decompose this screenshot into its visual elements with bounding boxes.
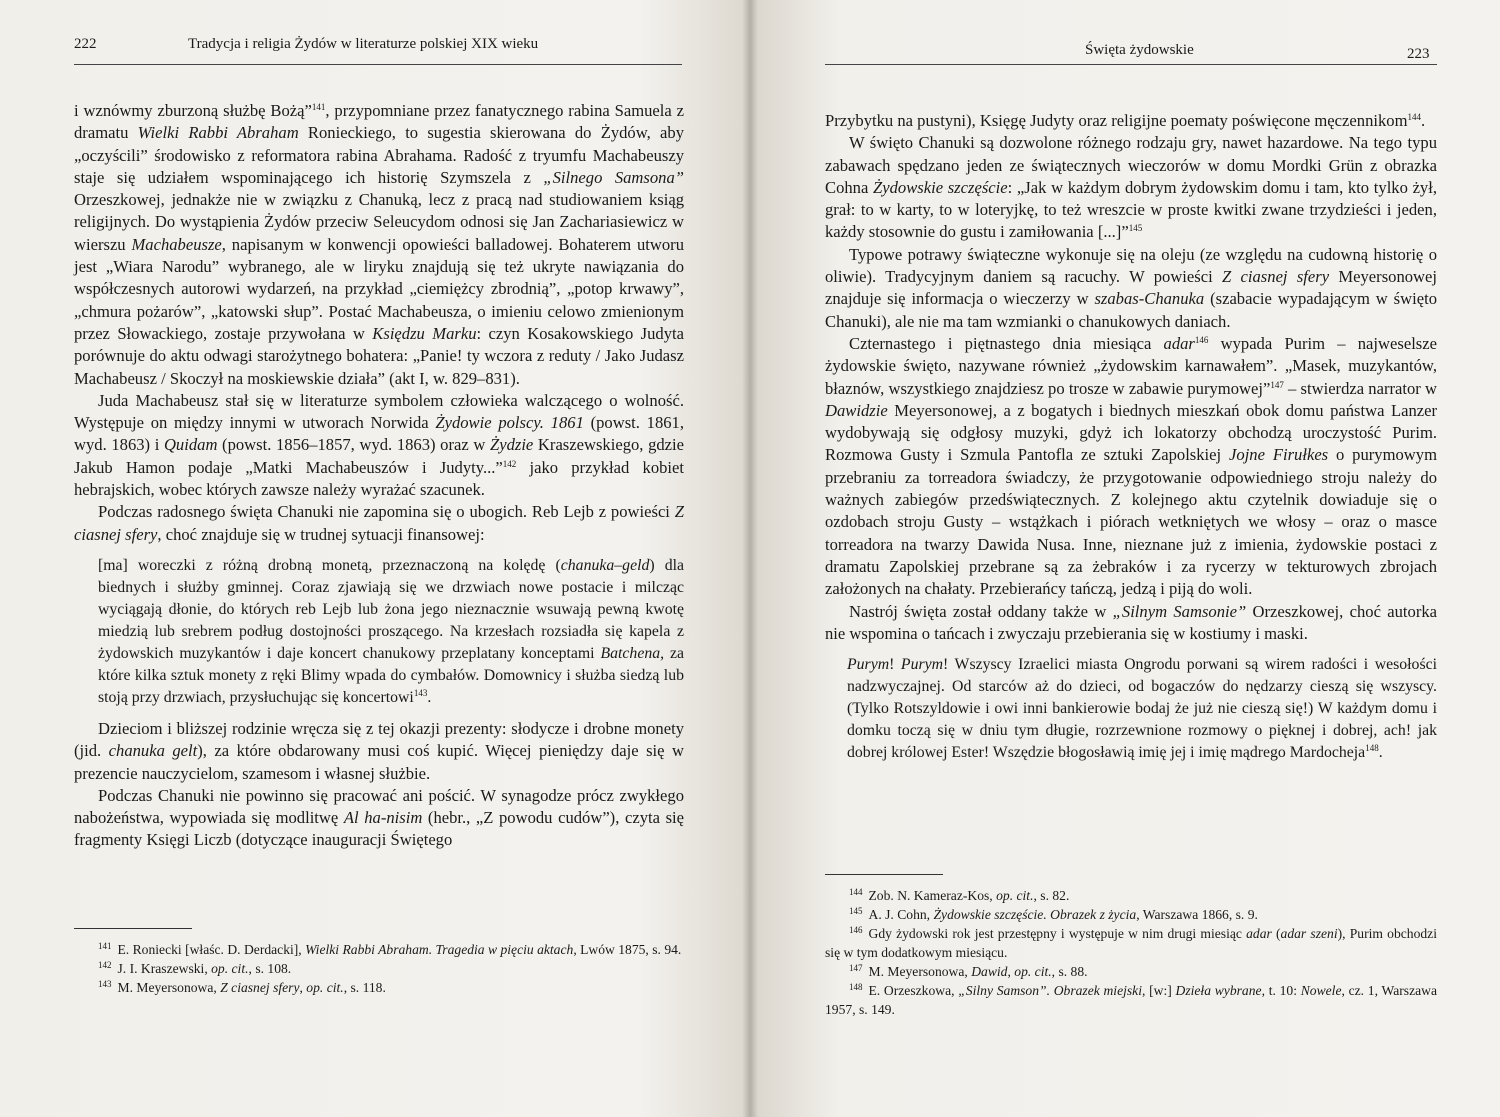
page-number-left: 222: [74, 36, 97, 52]
footnote: $^{143}$ M. Meyersonowa, Z ciasnej sfery, op. cit., s. 118.: [98, 979, 386, 995]
running-head-left: Tradycja i religia Żydów w literaturze polskiej XIX wieku: [188, 36, 539, 52]
paragraph: Nastrój święta został oddany także w „Silnym Samsonie” Orzeszkowej, choć autorka nie wspomina o tańcach i zwyczaju przebierania się w kostiumy i maski.: [825, 601, 1438, 643]
right-page: [750, 0, 1500, 1117]
paragraph: Przybytku na pustyni), Księgę Judyty oraz religijne poematy poświęcone męczennikom$^{144}$.: [825, 111, 1426, 130]
footnote: $^{142}$ J. I. Kraszewski, op. cit., s. 108.: [98, 960, 292, 976]
footnote: $^{148}$ E. Orzeszkowa, „Silny Samson”. Obrazek miejski, [w:] Dzieła wybrane, t. 10: Nowele, cz. 1, Warszawa 1957, s. 149.: [825, 982, 1437, 1017]
footnote: $^{144}$ Zob. N. Kameraz-Kos, op. cit., s. 82.: [849, 887, 1070, 903]
page-number-right: 223: [1407, 46, 1430, 62]
paragraph: Dzieciom i bliższej rodzinie wręcza się z tej okazji prezenty: słodycze i drobne monety (jid. chanuka gelt), za które obdarowany musi coś kupić. Więcej pieniędzy daje się w prezencie nauczycielom, szamesom i własnej służbie.: [74, 718, 684, 783]
block-quote: [ma] woreczki z różną drobną monetą, przeznaczoną na kolędę (chanuka–geld) dla biednych i służby gminnej. Coraz zjawiają się we drzwiach nowe postacie i milcząc wyciągają dłonie, do których reb Lejb lub żona jego nieznacznie wsuwają pewną kwotę miedzią lub srebrem podług dostojności proszącego. Na krzesłach rozsiadła się kapela z żydowskich muzykantów i daje koncert chanukowy przeplatany konceptami Batchena, za które kilka sztuk monety z ręki Blimy wpada do cymbałów. Domownicy i służba siedzą lub stoją przy drzwiach, przysłuchując się koncertowi$^{143}$.: [98, 556, 684, 706]
book-gutter: [742, 0, 758, 1117]
footnotes-left: [74, 940, 684, 997]
footnote-rule-left: [74, 928, 192, 929]
paragraph: W święto Chanuki są dozwolone różnego rodzaju gry, nawet hazardowe. Na tego typu zabawach spędzano jeden ze świątecznych wieczorów w domu Mordki Grün z obrazka Cohna Żydowskie szczęście: „Jak w każdym dobrym żydowskim domu i tam, kto tylko żył, grał: to w karty, to w loteryjkę, to też wreszcie w proste kwitki zwane trzydzieści i jeden, każdy stosownie do gustu i zamiłowania [...]”$^{145}$: [825, 133, 1437, 242]
header-rule-right: [825, 64, 1437, 65]
paragraph: Juda Machabeusz stał się w literaturze symbolem człowieka walczącego o wolność. Występuje on między innymi w utworach Norwida Żydowie polscy. 1861 (powst. 1861, wyd. 1863) i Quidam (powst. 1856–1857, wyd. 1863) oraz w Żydzie Kraszewskiego, gdzie Jakub Hamon podaje „Matki Machabeuszów i Judyty...”$^{142}$ jako przykład kobiet hebrajskich, wobec których zawsze należy wyrażać szacunek.: [74, 390, 685, 500]
paragraph: Czternastego i piętnastego dnia miesiąca adar$^{146}$ wypada Purim – najweselsze żydowskie święto, nazywane również „żydowskim karnawałem”. „Masek, muzykantów, błaznów, wszystkiego znajdziesz po trosze w zabawie purymowej”$^{147}$ – stwierdza narrator w Dawidzie Meyersonowej, a z bogatych i biednych mieszkań obok domu państwa Lanzer wydobywają się odgłosy muzyki, gdyż ich lokatorzy obchodzą uroczystość Purim. Rozmowa Gusty i Szmula Pantofla ze sztuki Zapolskiej Jojne Firułkes o purymowym przebraniu za torreadora świadczy, że przygotowanie odpowiedniego stroju należy do ważnych zabiegów przedświątecznych. Z kolejnego aktu czytelnik dowiaduje się o ozdobach stroju Gusty – wstążkach i piórach wetkniętych we włosy – oraz o masce torreadora na twarzy Dawida Nusa. Inne, nieznane już z imienia, żydowskie postaci z dramatu Zapolskiej przebrane są za żebraków i za rycerzy w tekturowych zbrojach założonych na chałaty. Przebierańcy tańczą, jedzą i piją do woli.: [825, 333, 1438, 599]
footnote-rule-right: [825, 874, 943, 875]
block-quote: Purym! Purym! Wszyscy Izraelici miasta Ongrodu porwani są wirem radości i wesołości nadzwyczajnej. Od starców aż do dzieci, od bogaczów do nędzarzy cieszą się wszyscy. (Tylko Rotszyldowie i owi inni bankierowie bodaj że już nie cieszą się!) W każdym domu i domku toczą się w dniu tym długie, rozrzewnione rozmowy o pięknej i dobrej, ach! jak dobrej królowej Ester! Wszędzie błogosławią imię jej i imię mądrego Mardocheja$^{148}$.: [847, 656, 1437, 762]
footnote: $^{147}$ M. Meyersonowa, Dawid, op. cit., s. 88.: [849, 963, 1088, 979]
footnote: $^{141}$ E. Roniecki [właśc. D. Derdacki], Wielki Rabbi Abraham. Tragedia w pięciu aktach, Lwów 1875, s. 94.: [98, 941, 682, 957]
paragraph: i wznówmy zburzoną służbę Bożą”$^{141}$, przypomniane przez fanatycznego rabina Samuela z dramatu Wielki Rabbi Abraham Ronieckiego, to sugestia skierowana do Żydów, aby „oczyścili” środowisko z reformatora rabina Abrahama. Radość z tryumfu Machabeuszy staje się udziałem wspominającego ich historię Szymszela z „Silnego Samsona” Orzeszkowej, jednakże nie w związku z Chanuką, lecz z pracą nad studiowaniem ksiąg religijnych. Do wystąpienia Żydów przeciw Seleucydom odnosi się Jan Zachariasiewicz w wierszu Machabeusze, napisanym w konwencji opowieści balladowej. Bohaterem utworu jest „Wiara Narodu” wybranego, ale w liryku znajdują się też ukryte nawiązania do współczesnych autorowi wydarzeń, na przykład „ciemiężcy zbrodnią”, „potop krwawy”, „chmura pożarów”, „katowski słup”. Postać Machabeusza, o imieniu celowo zmienionym przez Słowackiego, zostaje przywołana w Księdzu Marku: czyn Kosakowskiego Judyta porównuje do aktu odwagi starożytnego bohatera: „Panie! ty wczora z reduty / Jako Judasz Machabeusz / Skoczył na moskiewskie działa” (akt I, w. 829–831).: [74, 101, 684, 388]
running-head-right: Święta żydowskie: [1085, 42, 1194, 58]
paragraph: Typowe potrawy świąteczne wykonuje się na oleju (ze względu na cudowną historię o oliwie). Tradycyjnym daniem są racuchy. W powieści Z ciasnej sfery Meyersonowej znajduje się informacja o wieczerzy w szabas-Chanuka (szabacie wypadającym w święto Chanuki), ale nie ma tam wzmianki o chanukowych daniach.: [825, 244, 1438, 331]
paragraph: Podczas radosnego święta Chanuki nie zapomina się o ubogich. Reb Lejb z powieści Z ciasnej sfery, choć znajduje się w trudnej sytuacji finansowej:: [74, 502, 684, 544]
body-text-right: [825, 110, 1437, 773]
paragraph: Podczas Chanuki nie powinno się pracować ani pościć. W synagodze prócz zwykłego nabożeństwa, wypowiada się modlitwę Al ha-nisim (hebr., „Z powodu cudów”), czyta się fragmenty Księgi Liczb (dotyczące inauguracji Świętego: [74, 785, 684, 850]
body-text-left: [74, 100, 684, 852]
footnote: $^{145}$ A. J. Cohn, Żydowskie szczęście. Obrazek z życia, Warszawa 1866, s. 9.: [849, 906, 1258, 922]
footnotes-right: [825, 886, 1437, 1019]
header-rule-left: [74, 64, 682, 65]
footnote: $^{146}$ Gdy żydowski rok jest przestępny i występuje w nim drugi miesiąc adar (adar szeni), Purim obchodzi się w tym dodatkowym miesiącu.: [825, 925, 1437, 960]
